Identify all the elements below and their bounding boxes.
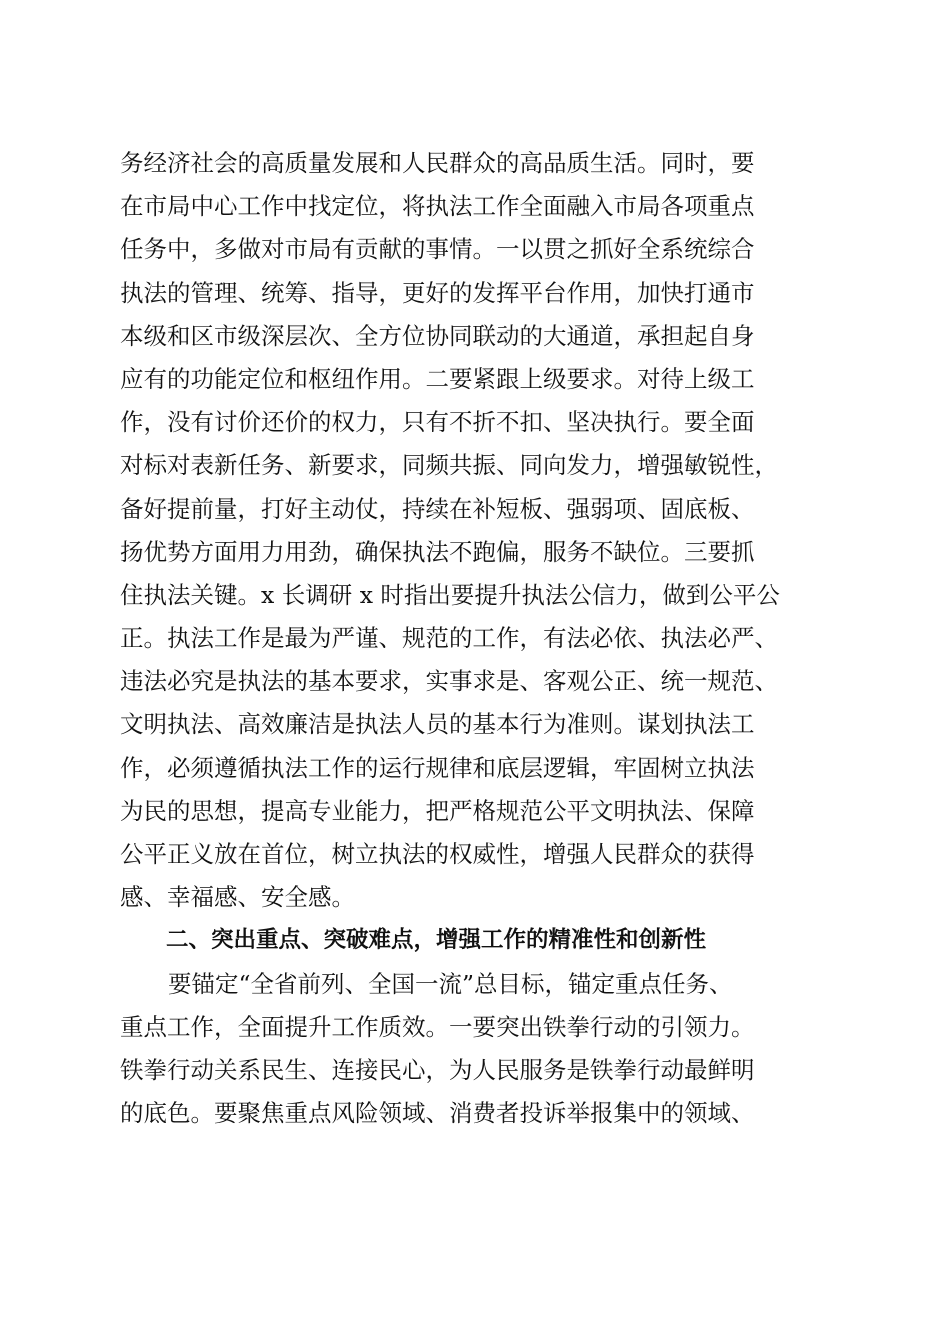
text-line: 感、幸福感、安全感。 xyxy=(120,883,355,912)
text-line: 任务中，多做对市局有贡献的事情。一以贯之抓好全系统综合 xyxy=(120,235,755,264)
section-heading: 二、突出重点、突破难点，增强工作的精准性和创新性 xyxy=(166,927,707,954)
text-line: 对标对表新任务、新要求，同频共振、同向发力，增强敏锐性， xyxy=(120,451,778,480)
text-line: 的底色。要聚焦重点风险领域、消费者投诉举报集中的领域、 xyxy=(120,1099,755,1128)
text-line: 执法的管理、统筹、指导，更好的发挥平台作用，加快打通市 xyxy=(120,278,755,307)
text-line: 铁拳行动关系民生、连接民心，为人民服务是铁拳行动最鲜明 xyxy=(120,1055,755,1084)
document-body xyxy=(120,142,840,1135)
text-line: 应有的功能定位和枢纽作用。二要紧跟上级要求。对待上级工 xyxy=(120,364,755,393)
text-line: 要锚定“全省前列、全国一流”总目标，锚定重点任务、 xyxy=(168,969,733,998)
text-line: 备好提前量，打好主动仗，持续在补短板、强弱项、固底板、 xyxy=(120,494,755,523)
text-line: 作，没有讨价还价的权力，只有不折不扣、坚决执行。要全面 xyxy=(120,408,755,437)
text-line: 扬优势方面用力用劲，确保执法不跑偏，服务不缺位。三要抓 xyxy=(120,537,755,566)
paragraph-2 xyxy=(120,963,840,1136)
text-line: 正。执法工作是最为严谨、规范的工作，有法必依、执法必严、 xyxy=(120,624,778,653)
text-line: 违法必究是执法的基本要求，实事求是、客观公正、统一规范、 xyxy=(120,667,778,696)
text-line: 本级和区市级深层次、全方位协同联动的大通道，承担起自身 xyxy=(120,321,755,350)
text-line: 住执法关键。x 长调研 x 时指出要提升执法公信力，做到公平公 xyxy=(120,580,780,609)
text-line: 在市局中心工作中找定位，将执法工作全面融入市局各项重点 xyxy=(120,192,755,221)
text-line: 重点工作，全面提升工作质效。一要突出铁拳行动的引领力。 xyxy=(120,1012,755,1041)
paragraph-1 xyxy=(120,142,840,919)
text-line: 为民的思想，提高专业能力，把严格规范公平文明执法、保障 xyxy=(120,796,755,825)
text-line: 务经济社会的高质量发展和人民群众的高品质生活。同时，要 xyxy=(120,149,755,177)
text-line: 公平正义放在首位，树立执法的权威性，增强人民群众的获得 xyxy=(120,840,755,868)
text-line: 作，必须遵循执法工作的运行规律和底层逻辑，牢固树立执法 xyxy=(120,753,755,782)
text-line: 文明执法、高效廉洁是执法人员的基本行为准则。谋划执法工 xyxy=(120,710,755,739)
